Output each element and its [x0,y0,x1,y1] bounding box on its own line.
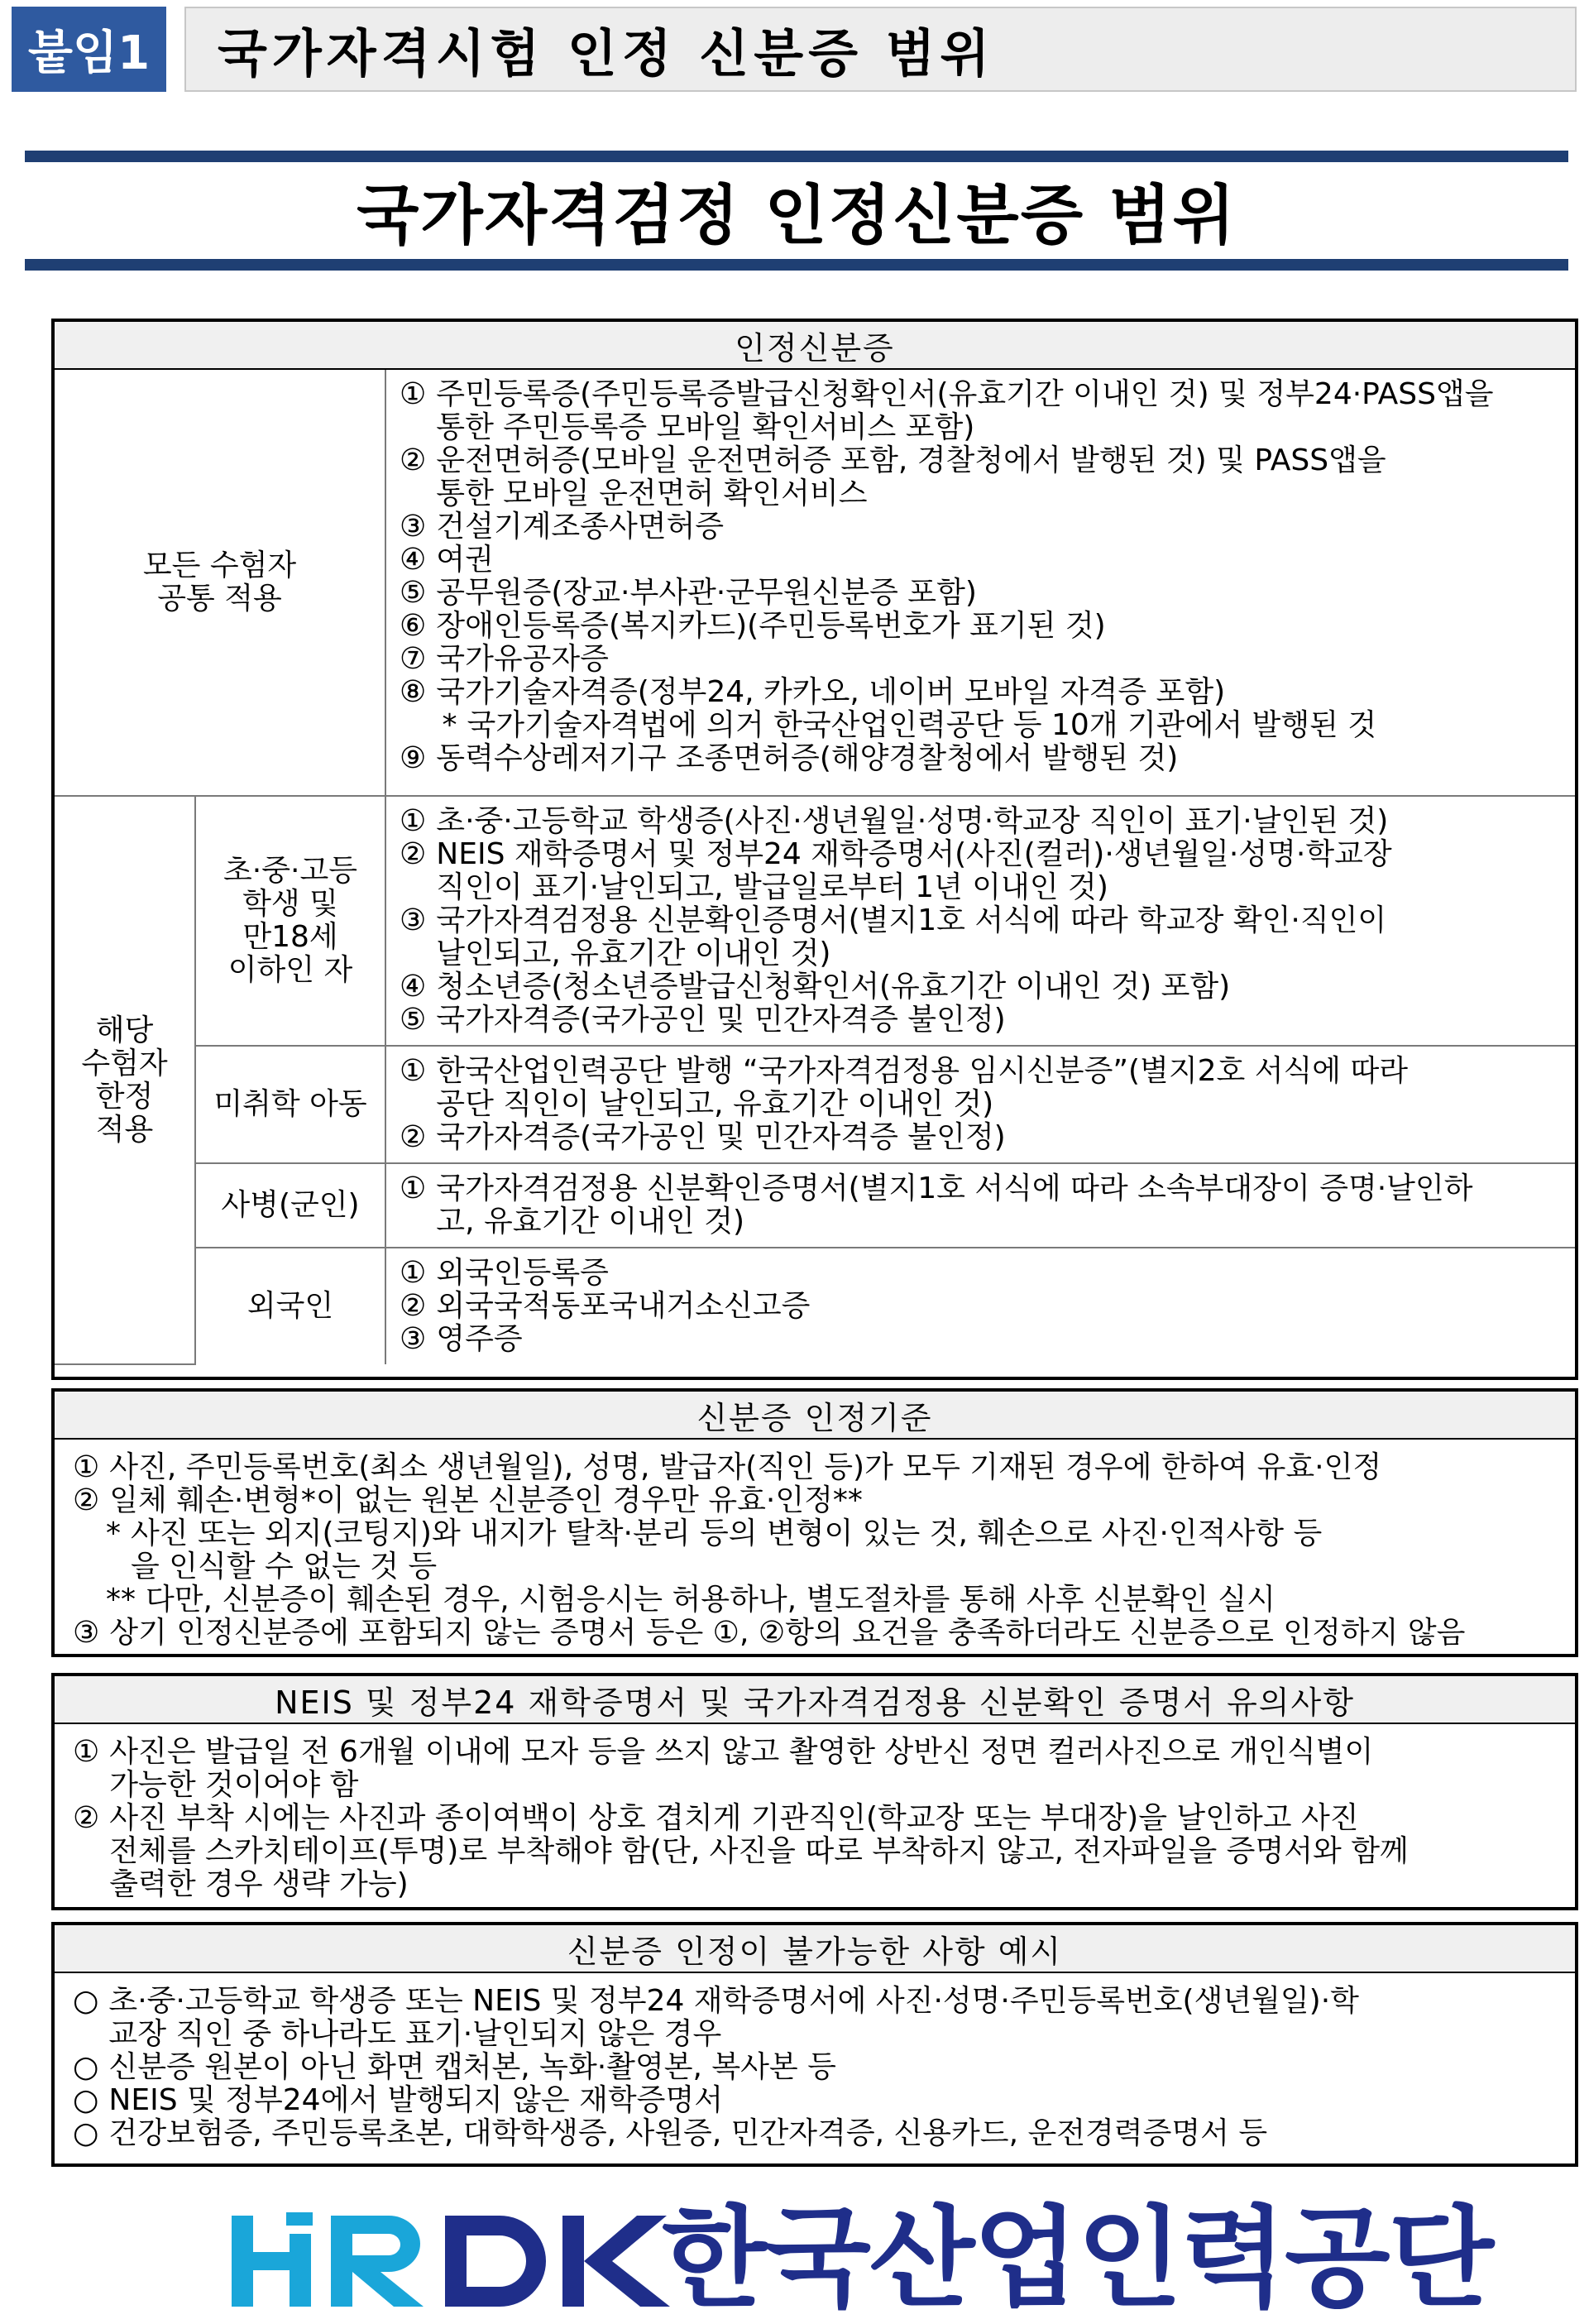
list-item-marker: ③ [73,1616,100,1650]
list-item [400,904,1570,970]
list-item [73,1451,1563,1484]
list-item-marker: ① [73,1735,100,1769]
not-allowed-section [51,1922,1578,2167]
list-item [400,544,1570,577]
list-item-marker: ** [106,1583,136,1617]
list-item [400,643,1570,676]
not-allowed-heading: 신분증 인정이 불가능한 사항 예시 [55,1925,1575,1973]
list-item-text: 신분증 원본이 아닌 화면 캡처본, 녹화·촬영본, 복사본 등 [108,2050,836,2084]
list-item-marker: * [106,1517,121,1550]
list-item [400,970,1570,1004]
list-item [73,1517,1563,1584]
group-row-soldier [55,1163,1575,1248]
list-item-text: 사진 부착 시에는 사진과 종이여백이 상호 겹치게 기관직인(학교장 또는 부대장)을 날인하고 사진 전체를 스카치테이프(투명)로 부착해야 함(단, 사진을 따로 부착하지 않고, 전자파일을 증명서와 함께 출력한 경우 생략 가능) [109,1801,1409,1901]
group-row-students [55,796,1575,1046]
list-item-text: 외국인등록증 [436,1256,609,1290]
list-item-text: 다만, 신분증이 훼손된 경우, 시험응시는 허용하나, 별도절차를 통해 사후 신분확인 실시 [146,1583,1276,1617]
notes-section [51,1673,1578,1910]
list-item-marker: ② [400,443,427,477]
list-item-text: 사진, 주민등록번호(최소 생년월일), 성명, 발급자(직인 등)가 모두 기재된 경우에 한하여 유효·인정 [109,1450,1382,1484]
list-item [400,838,1570,904]
list-item-text: 일체 훼손·변형*이 없는 원본 신분증인 경우만 유효·인정** [109,1483,863,1517]
list-item-text: 상기 인정신분증에 포함되지 않는 증명서 등은 ①, ②항의 요건을 충족하더라도 신분증으로 인정하지 않음 [109,1616,1466,1650]
group-label-foreigner: 외국인 [195,1248,385,1364]
common-category: 모든 수험자 공통 적용 [55,370,385,796]
list-item-marker: ① [400,1172,427,1205]
list-item [400,1323,1570,1356]
id-table-heading: 인정신분증 [55,322,1575,370]
title-top-rule [25,151,1568,162]
list-item [73,2051,1563,2084]
list-item-marker: ③ [400,510,427,544]
list-item [73,2117,1563,2150]
list-item-text: 국가기술자격법에 의거 한국산업인력공단 등 10개 기관에서 발행된 것 [467,708,1377,742]
list-item-marker: ② [400,1120,427,1154]
criteria-list [55,1440,1575,1656]
list-item [73,1484,1563,1517]
list-item-marker: ① [400,1054,427,1088]
group-items-foreigner [385,1248,1575,1364]
list-item [400,1004,1570,1037]
list-item-marker: ① [73,1450,100,1484]
list-item-marker: ① [400,1256,427,1290]
group-items-students [385,796,1575,1046]
common-row [55,370,1575,796]
list-item-text: 주민등록증(주민등록증발급신청확인서(유효기간 이내인 것) 및 정부24·PASS앱을 통한 주민등록증 모바일 확인서비스 포함) [436,377,1494,444]
list-item-marker: * [433,708,457,742]
list-item [73,1736,1563,1802]
list-item [400,510,1570,544]
list-item [400,1290,1570,1323]
id-table-section [51,319,1578,1380]
list-item-marker: ⑦ [400,642,427,676]
hrdk-logo-mark [232,2212,670,2307]
list-item [400,1257,1570,1290]
list-item-marker: ② [73,1801,100,1835]
list-item [400,742,1570,775]
list-item-text: 장애인등록증(복지카드)(주민등록번호가 표기된 것) [436,609,1106,643]
list-item [400,1121,1570,1154]
id-table [55,370,1575,1365]
group-label-soldier: 사병(군인) [195,1163,385,1248]
list-item [400,610,1570,643]
list-item [400,378,1570,444]
list-item [400,709,1570,742]
list-item [400,805,1570,838]
list-item-marker: ③ [400,903,427,937]
list-item [73,1802,1563,1901]
list-item-text: 외국국적동포국내거소신고증 [436,1289,811,1323]
main-title: 국가자격검정 인정신분증 범위 [357,179,1237,253]
criteria-section [51,1388,1578,1657]
notes-heading: NEIS 및 정부24 재학증명서 및 국가자격검정용 신분확인 증명서 유의사항 [55,1676,1575,1724]
list-item-marker: ① [400,804,427,838]
list-item [73,1584,1563,1617]
title-bottom-rule [25,259,1568,271]
list-item-marker: ⑥ [400,609,427,643]
group-items-soldier [385,1163,1575,1248]
page-header-title: 국가자격시험 인정 신분증 범위 [184,7,1577,92]
group-items-preschool [385,1046,1575,1163]
list-item-marker: ② [400,837,427,871]
list-item-text: 사진 또는 외지(코팅지)와 내지가 탈착·분리 등의 변형이 있는 것, 훼손으로 사진·인적사항 등 을 인식할 수 없는 것 등 [131,1517,1323,1584]
list-item-text: 영주증 [436,1322,523,1356]
group-row-preschool [55,1046,1575,1163]
list-item-marker: ② [73,1483,100,1517]
list-item-text: NEIS 재학증명서 및 정부24 재학증명서(사진(컬러)·생년월일·성명·학교장 직인이 표기·날인되고, 발급일로부터 1년 이내인 것) [436,837,1392,904]
list-item [400,676,1570,709]
list-item-text: 공무원증(장교·부사관·군무원신분증 포함) [436,576,977,610]
common-items [385,370,1575,796]
list-item-marker: ○ [73,2083,99,2117]
list-item-marker: ④ [400,543,427,577]
list-item-text: 국가자격검정용 신분확인증명서(별지1호 서식에 따라 학교장 확인·직인이 날인되고, 유효기간 이내인 것) [436,903,1387,970]
attachment-badge: 붙임1 [12,7,166,92]
group-row-foreigner [55,1248,1575,1364]
list-item-marker: ② [400,1289,427,1323]
list-item-text: 국가유공자증 [436,642,609,676]
list-item [400,1172,1570,1239]
group-label-students: 초·중·고등 학생 및 만18세 이하인 자 [195,796,385,1046]
list-item-marker: ⑧ [400,675,427,709]
hrdk-logo-text: 한국산업인력공단 [662,2195,1493,2322]
list-item-text: 운전면허증(모바일 운전면허증 포함, 경찰청에서 발행된 것) 및 PASS앱을 통한 모바일 운전면허 확인서비스 [436,443,1386,510]
list-item [400,444,1570,510]
list-item [400,1055,1570,1121]
list-item [400,577,1570,610]
list-item-text: 국가자격검정용 신분확인증명서(별지1호 서식에 따라 소속부대장이 증명·날인하 고, 유효기간 이내인 것) [436,1172,1473,1239]
list-item [73,2084,1563,2117]
list-item-text: 여권 [436,543,494,577]
limited-category: 해당 수험자 한정 적용 [55,796,195,1364]
notes-list [55,1724,1575,1908]
list-item-marker: ○ [73,2116,99,2150]
list-item-marker: ④ [400,970,427,1004]
list-item-text: 한국산업인력공단 발행 “국가자격검정용 임시신분증”(별지2호 서식에 따라 공단 직인이 날인되고, 유효기간 이내인 것) [436,1054,1409,1121]
criteria-heading: 신분증 인정기준 [55,1392,1575,1440]
group-label-preschool: 미취학 아동 [195,1046,385,1163]
list-item-text: 국가자격증(국가공인 및 민간자격증 불인정) [436,1003,1006,1037]
list-item-text: 청소년증(청소년증발급신청확인서(유효기간 이내인 것) 포함) [436,970,1231,1004]
list-item [73,1617,1563,1650]
list-item-marker: ⑤ [400,1003,427,1037]
list-item-text: 건설기계조종사면허증 [436,510,725,544]
list-item-text: 국가자격증(국가공인 및 민간자격증 불인정) [436,1120,1006,1154]
list-item-text: 건강보험증, 주민등록초본, 대학학생증, 사원증, 민간자격증, 신용카드, 운전경력증명서 등 [108,2116,1268,2150]
list-item-text: 동력수상레저기구 조종면허증(해양경찰청에서 발행된 것) [436,741,1179,775]
list-item-text: 국가기술자격증(정부24, 카카오, 네이버 모바일 자격증 포함) [436,675,1226,709]
list-item-text: 초·중·고등학교 학생증(사진·생년월일·성명·학교장 직인이 표기·날인된 것) [436,804,1389,838]
list-item-text: 초·중·고등학교 학생증 또는 NEIS 및 정부24 재학증명서에 사진·성명·주민등록번호(생년월일)·학 교장 직인 중 하나라도 표기·날인되지 않은 경우 [108,1984,1359,2051]
list-item [73,1985,1563,2051]
list-item-marker: ⑤ [400,576,427,610]
list-item-marker: ③ [400,1322,427,1356]
list-item-marker: ○ [73,2050,99,2084]
list-item-marker: ⑨ [400,741,427,775]
not-allowed-list [55,1973,1575,2157]
list-item-text: NEIS 및 정부24에서 발행되지 않은 재학증명서 [108,2083,724,2117]
list-item-marker: ○ [73,1984,99,2018]
list-item-text: 사진은 발급일 전 6개월 이내에 모자 등을 쓰지 않고 촬영한 상반신 정면 컬러사진으로 개인식별이 가능한 것이어야 함 [109,1735,1374,1802]
list-item-marker: ① [400,377,427,411]
